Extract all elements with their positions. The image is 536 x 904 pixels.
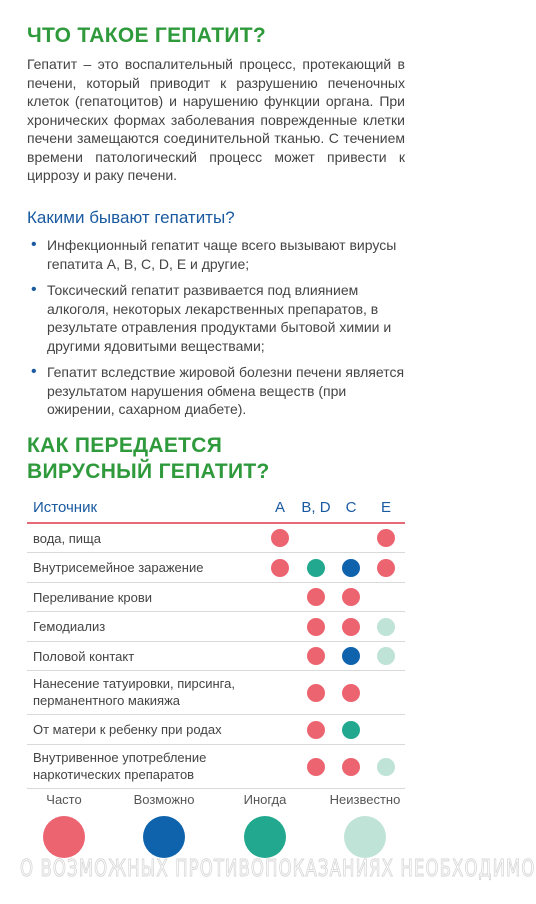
legend-item-sometimes — [219, 792, 311, 858]
frequency-dot-often — [271, 559, 289, 577]
frequency-marker-cell — [334, 588, 368, 606]
transmission-table — [27, 494, 405, 789]
list-item-text: Гепатит вследствие жировой болезни печени является результатом нарушения обмена веществ (при ожирении, сахарном диабете). — [47, 364, 405, 417]
section-title-what-is-hepatitis: ЧТО ТАКОЕ ГЕПАТИТ? — [27, 24, 266, 47]
table-row — [27, 715, 405, 745]
legend-item-possible — [118, 792, 210, 858]
table-row — [27, 642, 405, 671]
frequency-dot-sometimes — [342, 721, 360, 739]
column-header-a: A — [274, 499, 285, 516]
frequency-marker-cell — [369, 618, 403, 636]
table-row — [27, 671, 405, 715]
frequency-marker-cell — [299, 618, 333, 636]
frequency-marker-cell — [334, 618, 368, 636]
frequency-marker-cell — [334, 721, 368, 739]
legend-swatch-unknown — [344, 816, 386, 858]
frequency-marker-cell — [334, 647, 368, 665]
row-source-label: Переливание крови — [33, 590, 153, 605]
row-source-label: вода, пища — [33, 531, 101, 546]
frequency-dot-often — [307, 758, 325, 776]
list-item — [27, 363, 405, 419]
frequency-dot-often — [377, 559, 395, 577]
legend-label: Иногда — [243, 792, 287, 807]
bullet-dot-icon: • — [31, 281, 37, 298]
frequency-dot-unknown — [377, 758, 395, 776]
table-row — [27, 524, 405, 553]
bullet-dot-icon: • — [31, 363, 37, 380]
legend-item-often — [18, 792, 110, 858]
hepatitis-types-list — [27, 236, 405, 427]
frequency-marker-cell — [299, 721, 333, 739]
list-item — [27, 281, 405, 355]
row-source-label: Гемодиализ — [33, 619, 106, 634]
frequency-marker-cell — [369, 559, 403, 577]
row-source-label: Внутривенное употребление наркотических препаратов — [33, 750, 207, 782]
table-row — [27, 745, 405, 789]
section-title-transmission: КАК ПЕРЕДАЕТСЯ ВИРУСНЫЙ ГЕПАТИТ? — [27, 434, 270, 483]
subsection-title-hepatitis-types: Какими бывают гепатиты? — [27, 208, 235, 227]
legend-label: Неизвестно — [329, 792, 401, 807]
frequency-marker-cell — [263, 559, 297, 577]
legend-label: Возможно — [133, 792, 195, 807]
frequency-dot-often — [307, 588, 325, 606]
frequency-dot-often — [342, 618, 360, 636]
frequency-marker-cell — [369, 647, 403, 665]
frequency-dot-often — [307, 618, 325, 636]
table-body — [27, 524, 405, 789]
frequency-dot-often — [342, 588, 360, 606]
column-header-bd: B, D — [301, 499, 331, 516]
footer-cut-text: О ВОЗМОЖНЫХ ПРОТИВОПОКАЗАНИЯХ НЕОБХОДИМО — [20, 856, 536, 882]
frequency-dot-often — [271, 529, 289, 547]
legend-swatch-sometimes — [244, 816, 286, 858]
frequency-marker-cell — [299, 559, 333, 577]
table-row — [27, 553, 405, 583]
row-source-label: Внутрисемейное заражение — [33, 560, 204, 575]
legend-swatch-often — [43, 816, 85, 858]
list-item-text: Токсический гепатит развивается под влиянием алкоголя, некоторых лекарственных препаратов, в результате отравления продуктами бытовой химии и другими ядовитыми веществами; — [47, 282, 392, 354]
frequency-marker-cell — [334, 559, 368, 577]
frequency-marker-cell — [334, 684, 368, 702]
row-source-label: От матери к ребенку при родах — [33, 722, 222, 737]
legend-swatch-possible — [143, 816, 185, 858]
row-source-label: Половой контакт — [33, 649, 135, 664]
frequency-dot-often — [307, 684, 325, 702]
frequency-dot-unknown — [377, 647, 395, 665]
legend — [16, 792, 416, 858]
frequency-marker-cell — [369, 758, 403, 776]
list-item — [27, 236, 405, 273]
column-header-c: C — [345, 499, 357, 516]
frequency-dot-often — [342, 684, 360, 702]
source-column-header: Источник — [33, 499, 98, 516]
frequency-marker-cell — [299, 588, 333, 606]
frequency-marker-cell — [334, 758, 368, 776]
frequency-dot-sometimes — [307, 559, 325, 577]
bullet-dot-icon: • — [31, 236, 37, 253]
list-item-text: Инфекционный гепатит чаще всего вызывают вирусы гепатита A, B, C, D, E и другие; — [47, 237, 397, 272]
hepatitis-definition-paragraph: Гепатит – это воспалительный процесс, протекающий в печени, который приводит к разрушению печеночных клеток (гепатоцитов) и нарушению функции органа. При хронических формах заболевания поврежденные клетки печени замещаются соединительной тканью. С течением времени патологический процесс может привести к циррозу и раку печени. — [27, 56, 405, 183]
column-header-e: E — [380, 499, 391, 516]
frequency-marker-cell — [299, 684, 333, 702]
legend-label: Часто — [46, 792, 82, 807]
frequency-marker-cell — [369, 529, 403, 547]
table-row — [27, 612, 405, 642]
frequency-dot-possible — [342, 647, 360, 665]
frequency-dot-possible — [342, 559, 360, 577]
frequency-dot-often — [307, 647, 325, 665]
table-row — [27, 583, 405, 612]
table-header — [27, 494, 405, 524]
frequency-marker-cell — [263, 529, 297, 547]
frequency-dot-often — [307, 721, 325, 739]
frequency-dot-often — [342, 758, 360, 776]
frequency-marker-cell — [299, 758, 333, 776]
frequency-marker-cell — [299, 647, 333, 665]
frequency-dot-often — [377, 529, 395, 547]
row-source-label: Нанесение татуировки, пирсинга, перманентного макияжа — [33, 676, 235, 708]
legend-item-unknown — [319, 792, 411, 858]
frequency-dot-unknown — [377, 618, 395, 636]
